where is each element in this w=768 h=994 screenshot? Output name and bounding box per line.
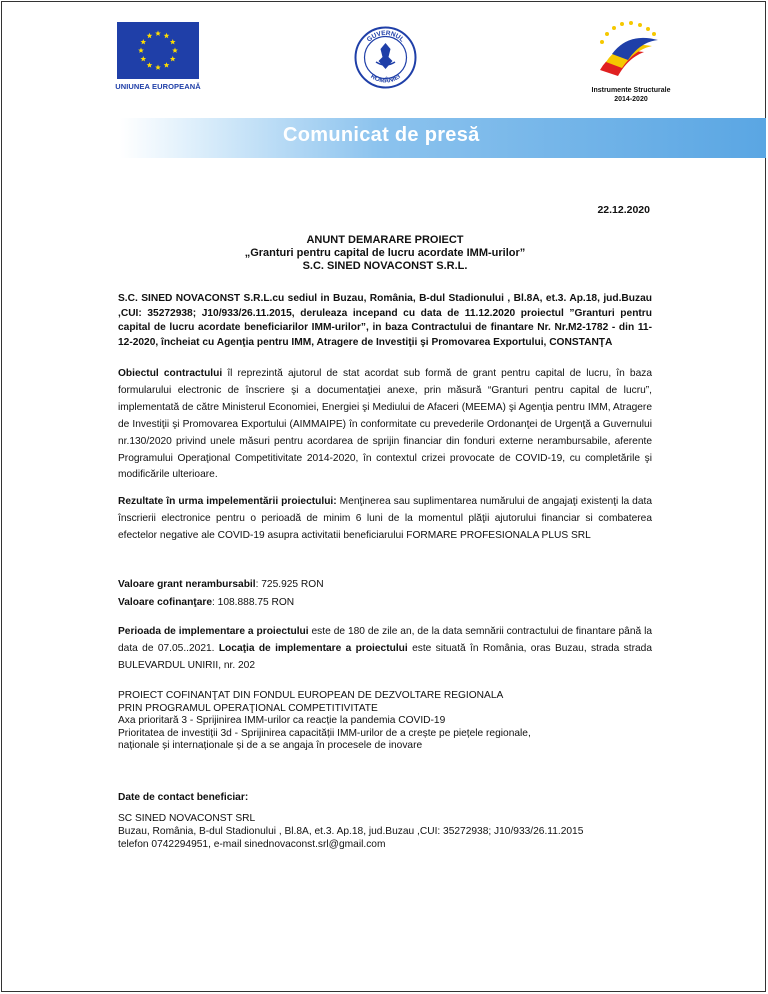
location-label: Locaţia de implementare a proiectului xyxy=(218,642,408,654)
is-caption-line2: 2014-2020 xyxy=(614,96,648,103)
results-paragraph xyxy=(118,494,652,545)
eu-star-icon xyxy=(172,48,178,53)
cofinancing-value: : 108.888.75 RON xyxy=(212,597,295,608)
headline-line2: „Granturi pentru capital de lucru acordate IMM-urilor” xyxy=(244,247,526,259)
program-line2: PRIN PROGRAMUL OPERAŢIONAL COMPETITIVITATE xyxy=(118,702,378,714)
program-line3: Axa prioritară 3 - Sprijinirea IMM-urilor ca reacție la pandemia COVID-19 xyxy=(118,715,446,726)
release-date: 22.12.2020 xyxy=(597,204,650,216)
headline-line3: S.C. SINED NOVACONST S.R.L. xyxy=(302,260,468,272)
eu-star-icon xyxy=(140,56,146,61)
eu-star-icon xyxy=(155,31,161,36)
period-text: este de 180 de zile an, de la data semnării contractului de finantare până la data de 07.05..2021. xyxy=(118,626,652,654)
grant-label: Valoare grant nerambursabil xyxy=(118,579,256,590)
eu-stars-icon xyxy=(117,22,199,79)
results-text: Menţinerea sau suplimentarea numărului de angajaţi existenţi la data înscrierii electronice pentru o perioadă de minim 6 luni de la momentul plăţii ajutorului financiar si combaterea efectelor negative ale COVID-19 asupra activitatii beneficiarului FORMARE PROFESIONALA PLUS SRL xyxy=(118,496,652,541)
eu-star-icon xyxy=(140,39,146,44)
objective-paragraph xyxy=(118,366,652,484)
eu-caption: UNIUNEA EUROPEANĂ xyxy=(115,82,201,91)
government-seal-logo xyxy=(354,26,417,89)
instrumente-structurale-logo xyxy=(592,18,664,84)
intro-paragraph: S.C. SINED NOVACONST S.R.L.cu sediul in Buzau, România, B-dul Stadionului , Bl.8A, et.3. Ap.18, jud.Buzau ,CUI: 35272938; J10/933/26.11.2015, deruleaza incepand cu data de 11.12.2020 proiectul ”Granturi pentru capital de lucru acordate beneficiarilor IMM-urilor”, in baza Contractului de finantare Nr. Nr.M2-1782 - din 11-12-2020, încheiat cu Agenţia pentru IMM, Atragere de Investiţii şi Promovarea Exportului, CONSTANŢA xyxy=(118,293,652,348)
period-label: Perioada de implementare a proiectului xyxy=(118,626,309,637)
eu-star-icon xyxy=(147,62,153,67)
contact-line3: telefon 0742294951, e-mail sinednovaconst.srl@gmail.com xyxy=(118,839,386,850)
eu-star-icon xyxy=(164,33,170,38)
is-caption xyxy=(570,86,692,104)
eu-star-icon xyxy=(170,39,176,44)
period-paragraph xyxy=(118,624,652,675)
eu-star-icon xyxy=(164,62,170,67)
contact-line1: SC SINED NOVACONST SRL xyxy=(118,813,256,824)
contact-block xyxy=(118,812,652,851)
headline xyxy=(120,234,650,273)
program-line1: PROIECT COFINANŢAT DIN FONDUL EUROPEAN DE DEZVOLTARE REGIONALA xyxy=(118,690,504,701)
eu-star-icon xyxy=(170,56,176,61)
seal-top-text: GUVERNUL xyxy=(365,29,406,44)
eu-flag-logo xyxy=(117,22,199,79)
contact-heading: Date de contact beneficiar: xyxy=(118,792,249,803)
program-block xyxy=(118,690,652,753)
eu-star-icon xyxy=(155,65,161,70)
eu-star-icon xyxy=(138,48,144,53)
objective-text: îl reprezintă ajutorul de stat acordat sub formă de grant pentru capital de lucru, în baza formularului electronic de înscriere şi a documentaţiei anexe, prin măsură “Granturi pentru capital de lucru”, implementată de către Ministerul Economiei, Energiei şi Mediului de Afaceri (MEEMA) şi Agenţia pentru IMM, Atragere de Investiţii şi Promovarea Exportului (AIMMAIPE) în conformitate cu prevederile Ordonanţei de Urgenţă a Guvernului nr.130/2020 privind unele măsuri pentru acordarea de sprijin financiar din fonduri externe nerambursabile, aferente Programului Operaţional Competitivitate 2014-2020, în contextul crizei provocate de COVID-19, cu completările şi modificările ulterioare. xyxy=(118,368,652,481)
contact-line2: Buzau, România, B-dul Stadionului , Bl.8A, et.3. Ap.18, jud.Buzau ,CUI: 35272938; J10/933/26.11.2015 xyxy=(118,826,584,837)
objective-label: Obiectul contractului xyxy=(118,368,223,379)
headline-line1: ANUNT DEMARARE PROIECT xyxy=(306,234,464,246)
is-caption-line1: Instrumente Structurale xyxy=(591,87,671,94)
eu-star-icon xyxy=(147,33,153,38)
banner-title: Comunicat de presă xyxy=(283,124,480,146)
seal-bottom-text: ROMÂNIEI xyxy=(369,73,402,85)
results-label: Rezultate în urma impelementării proiectului: xyxy=(118,496,337,507)
program-line5: naționale și internaționale și de a se angaja în procesele de inovare xyxy=(118,740,423,751)
program-line4: Prioritatea de investiții 3d - Sprijinirea capacității IMM-urilor de a crește pe piețele regionale, xyxy=(118,727,531,739)
cofinancing-label: Valoare cofinanţare xyxy=(118,597,212,608)
location-text: este situată în România, oras Buzau, strada strada BULEVARDUL UNIRII, nr. 202 xyxy=(118,642,652,671)
grant-value: : 725.925 RON xyxy=(255,579,324,590)
values-block xyxy=(118,576,652,612)
